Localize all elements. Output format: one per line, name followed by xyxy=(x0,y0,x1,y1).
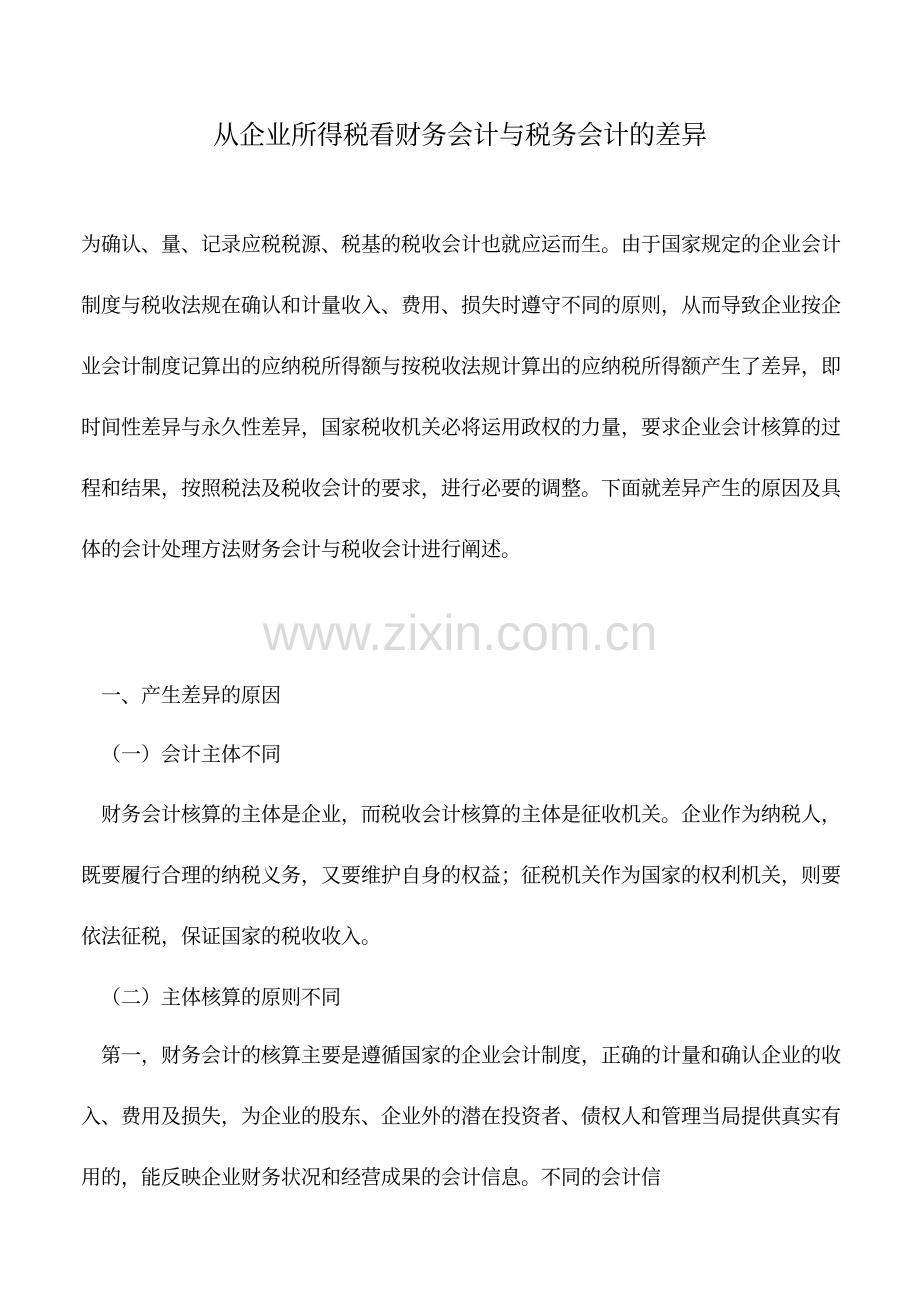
section-heading-reasons: 一、产生差异的原因 xyxy=(101,683,281,707)
subsection-heading-accounting-principles: （二）主体核算的原则不同 xyxy=(101,985,341,1009)
document-title: 从企业所得税看财务会计与税务会计的差异 xyxy=(212,121,707,151)
accounting-principles-paragraph: 第一，财务会计的核算主要是遵循国家的企业会计制度，正确的计量和确认企业的收入、费用及损失，为企业的股东、企业外的潜在投资者、债权人和管理当局提供真实有用的，能反映企业财务状况和经营成果的会计信息。不同的会计信 xyxy=(81,1043,841,1189)
watermark: www.zixin.com.cn xyxy=(262,605,658,661)
accounting-subject-paragraph: 财务会计核算的主体是企业，而税收会计核算的主体是征收机关。企业作为纳税人，既要履行合理的纳税义务，又要维护自身的权益；征税机关作为国家的权利机关，则要依法征税，保证国家的税收收入。 xyxy=(81,802,841,948)
intro-paragraph: 为确认、量、记录应税税源、税基的税收会计也就应运而生。由于国家规定的企业会计制度与税收法规在确认和计量收入、费用、损失时遵守不同的原则，从而导致企业按企业会计制度记算出的应纳税所得额与按税收法规计算出的应纳税所得额产生了差异，即时间性差异与永久性差异，国家税收机关必将运用政权的力量，要求企业会计核算的过程和结果，按照税法及税收会计的要求，进行必要的调整。下面就差异产生的原因及具体的会计处理方法财务会计与税收会计进行阐述。 xyxy=(81,232,841,561)
subsection-heading-accounting-subject: （一）会计主体不同 xyxy=(101,742,281,766)
